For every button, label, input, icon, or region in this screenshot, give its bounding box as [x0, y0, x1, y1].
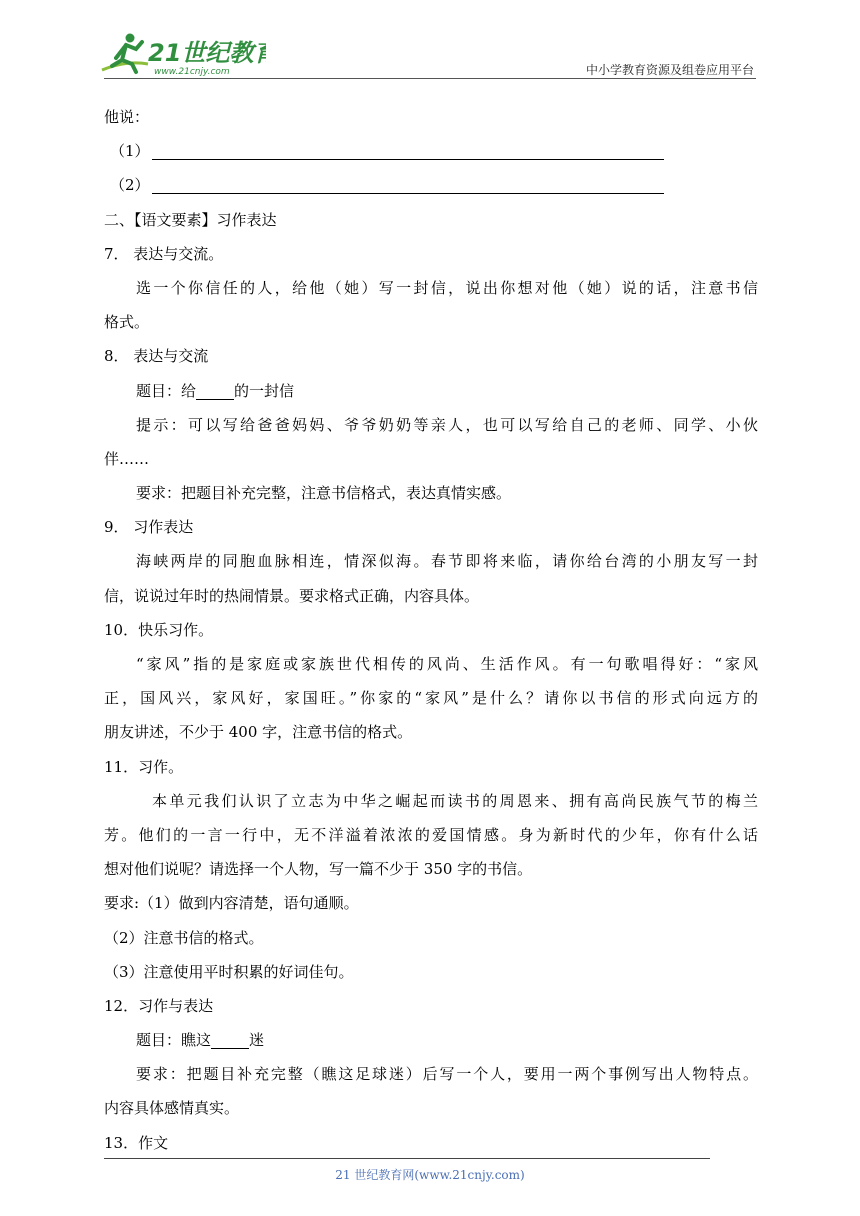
text-line: 要求:（1）做到内容清楚，语句通顺。	[104, 894, 359, 913]
answer-label: （1）	[110, 142, 150, 161]
question-title: 10．快乐习作。	[104, 620, 214, 639]
text-line: 要求：把题目补充完整，注意书信格式，表达真情实感。	[136, 484, 512, 503]
question-title: 11．习作。	[104, 757, 184, 776]
text-line: （2）注意书信的格式。	[104, 928, 264, 947]
answer-line-1	[104, 134, 758, 168]
question-title: 7． 表达与交流。	[104, 244, 224, 263]
section-heading: 二、【语文要素】习作表达	[104, 210, 277, 229]
answer-blank	[152, 139, 664, 160]
platform-name: 中小学教育资源及组卷应用平台	[585, 63, 754, 77]
text-fragment: 题目：给	[136, 381, 197, 400]
text-line: 想对他们说呢？请选择一个人物，写一篇不少于 350 字的书信。	[104, 860, 533, 879]
fill-blank	[196, 382, 234, 400]
answer-line-2	[104, 168, 758, 202]
question-title: 9． 习作表达	[104, 518, 194, 537]
footer-divider	[104, 1158, 710, 1159]
text-line: 海峡两岸的同胞血脉相连，情深似海。春节即将来临，请你给台湾的小朋友写一封	[136, 552, 758, 571]
text-fragment: 题目：瞧这	[136, 1031, 212, 1050]
text-line	[104, 374, 758, 408]
text-line: 提示：可以写给爸爸妈妈、爷爷奶奶等亲人，也可以写给自己的老师、同学、小伙	[136, 415, 758, 434]
answer-blank	[152, 173, 664, 194]
text-line: 要求：把题目补充完整（瞧这足球迷）后写一个人，要用一两个事例写出人物特点。	[136, 1065, 758, 1084]
text-line: 内容具体感情真实。	[104, 1099, 240, 1118]
text-line	[104, 1023, 758, 1057]
text-line: 正，国风兴，家风好，家国旺。”你家的“家风”是什么？请你以书信的形式向远方的	[104, 689, 758, 708]
fill-blank	[211, 1031, 249, 1049]
text-line: 朋友讲述，不少于 400 字，注意书信的格式。	[104, 723, 413, 742]
text-line: “家风”指的是家庭或家族世代相传的风尚、生活作风。有一句歌唱得好：“家风	[136, 655, 758, 673]
question-title: 8． 表达与交流	[104, 347, 209, 366]
text-line: （3）注意使用平时积累的好词佳句。	[104, 962, 354, 981]
text-line: 伴……	[104, 449, 150, 468]
footer-text: 21 世纪教育网(www.21cnjy.com)	[335, 1168, 525, 1182]
text-line: 格式。	[104, 313, 150, 332]
text-line: 信，说说过年时的热闹情景。要求格式正确，内容具体。	[104, 586, 480, 605]
question-title: 13．作文	[104, 1133, 169, 1152]
text-fragment: 迷	[249, 1031, 265, 1050]
logo-url: www.21cnjy.com	[154, 67, 230, 77]
logo-text: 21世纪教育	[148, 39, 266, 67]
header-divider	[104, 78, 756, 79]
text-fragment: 的一封信	[234, 381, 295, 400]
answer-label: （2）	[110, 176, 150, 195]
text-line: 芳。他们的一言一行中，无不洋溢着浓浓的爱国情感。身为新时代的少年，你有什么话	[104, 825, 758, 844]
text-line: 他说：	[104, 108, 150, 126]
logo-runner-icon	[96, 30, 266, 80]
document-body	[104, 100, 758, 1160]
text-line: 本单元我们认识了立志为中华之崛起而读书的周恩来、拥有高尚民族气节的梅兰	[152, 791, 758, 810]
site-logo	[96, 30, 266, 80]
text-line: 选一个你信任的人，给他（她）写一封信，说出你想对他（她）说的话，注意书信	[136, 278, 758, 297]
question-title: 12．习作与表达	[104, 996, 214, 1015]
